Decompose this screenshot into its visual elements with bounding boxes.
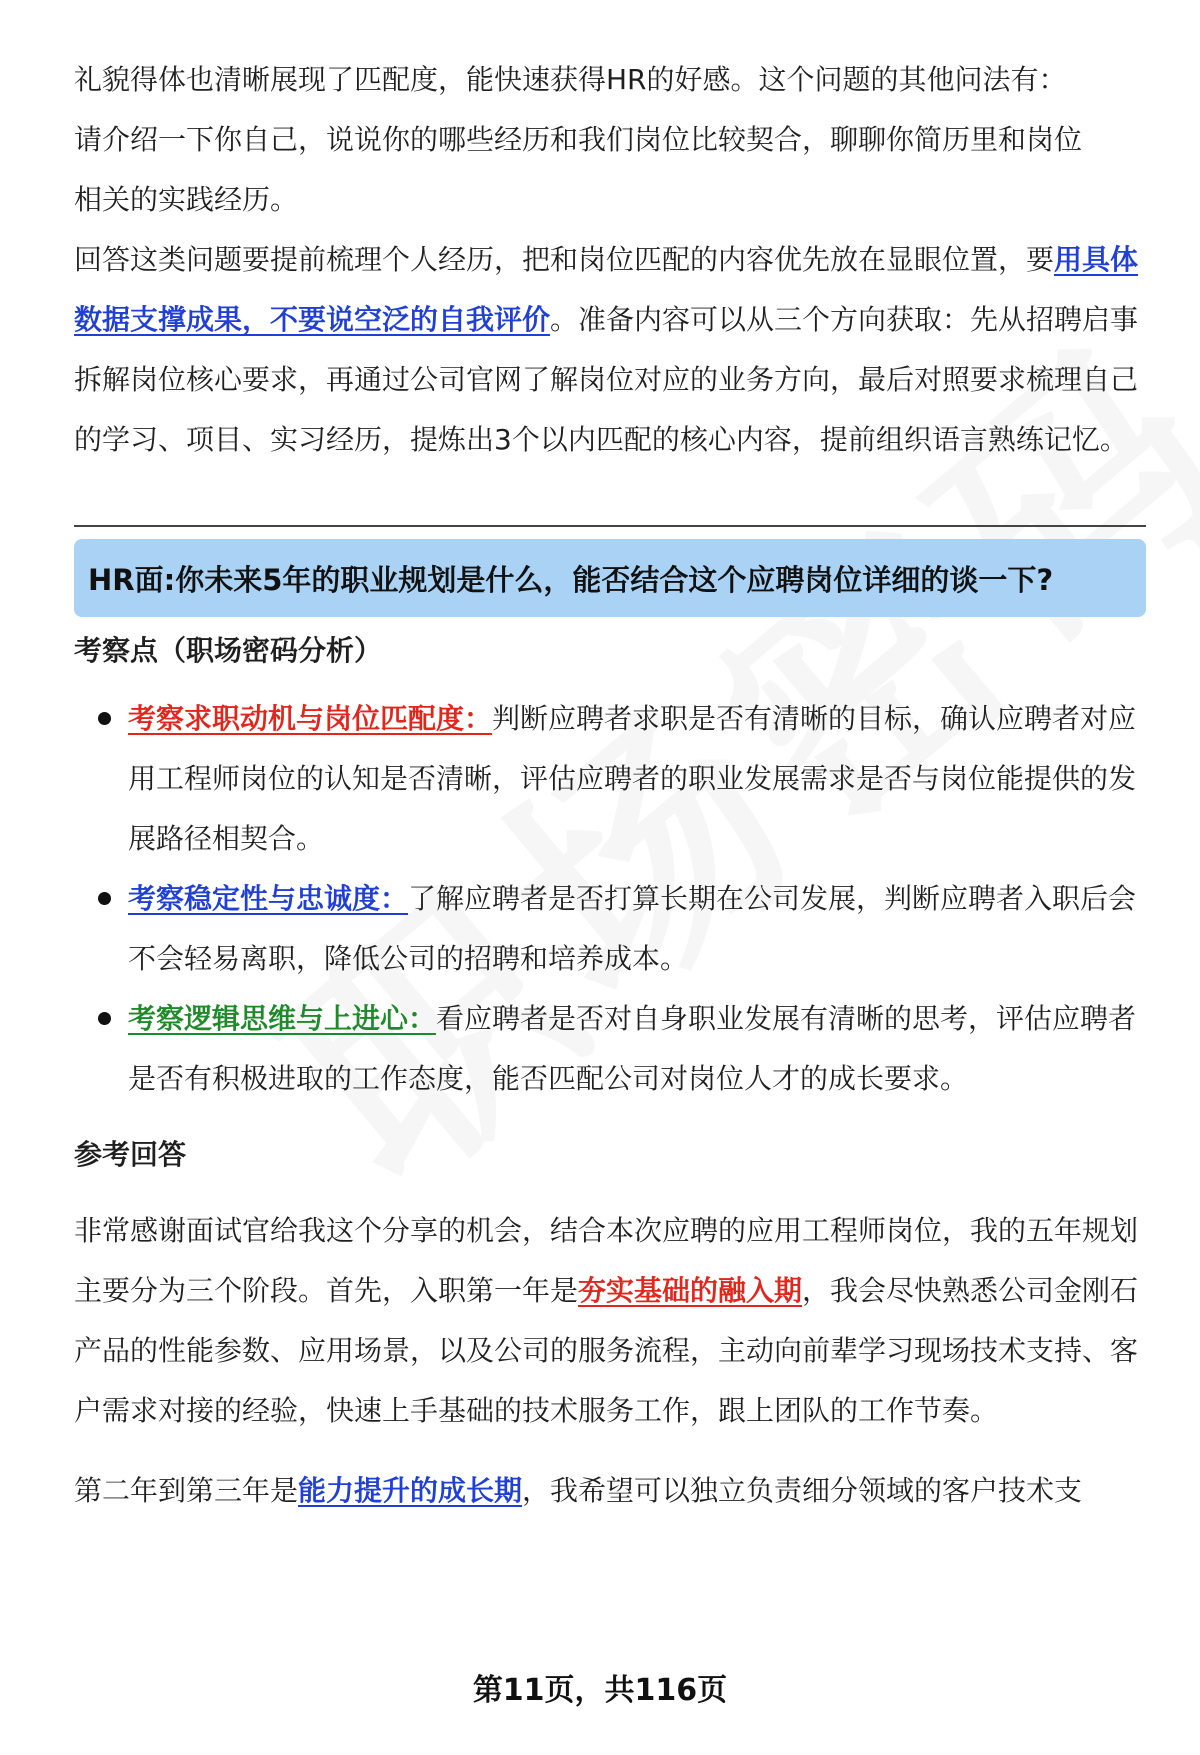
point-text: 了解应聘者是否打算长期在公司发展，判断应聘者入职后会不会轻易离职，降低公司的招聘和培养成本。 xyxy=(128,882,1137,975)
point-text: 判断应聘者求职是否有清晰的目标，确认应聘者对应用工程师岗位的认知是否清晰，评估应聘者的职业发展需求是否与岗位能提供的发展路径相契合。 xyxy=(128,702,1137,855)
intro-line-3: 相关的实践经历。 xyxy=(74,183,299,216)
point-text: 看应聘者是否对自身职业发展有清晰的思考，评估应聘者是否有积极进取的工作态度，能否匹配公司对岗位人才的成长要求。 xyxy=(128,1002,1137,1095)
analysis-point-3 xyxy=(74,989,1146,1109)
point-label: 考察稳定性与忠诚度： xyxy=(128,882,409,915)
reference-text-pre: 第二年到第三年是 xyxy=(74,1474,299,1507)
page-content xyxy=(74,50,1146,1521)
bullet-icon xyxy=(98,892,111,905)
analysis-point-2 xyxy=(74,869,1146,989)
reference-heading: 参考回答 xyxy=(74,1138,187,1171)
point-label: 考察逻辑思维与上进心： xyxy=(128,1002,437,1035)
bullet-icon xyxy=(98,1012,111,1025)
reference-text-pre: 非常感谢面试官给我这个分享的机会，结合本次应聘的应用工程师岗位，我的五年规划主要分为三个阶段。首先，入职第一年是 xyxy=(74,1214,1139,1307)
reference-text-post: ，我希望可以独立负责细分领域的客户技术支 xyxy=(522,1474,1083,1507)
analysis-heading: 考察点（职场密码分析） xyxy=(74,634,383,667)
answer-text-post: 。准备内容可以从三个方向获取：先从招聘启事拆解岗位核心要求，再通过公司官网了解岗位对应的业务方向，最后对照要求梳理自己的学习、项目、实习经历，提炼出3个以内匹配的核心内容，提前组织语言熟练记忆。 xyxy=(74,303,1139,456)
point-label: 考察求职动机与岗位匹配度： xyxy=(128,702,493,735)
reference-paragraph-1 xyxy=(74,1201,1146,1441)
reference-highlight-2: 能力提升的成长期 xyxy=(298,1474,523,1507)
answer-text-pre: 回答这类问题要提前梳理个人经历，把和岗位匹配的内容优先放在显眼位置，要 xyxy=(74,243,1055,276)
reference-paragraph-2 xyxy=(74,1461,1146,1521)
page-number: 第11页，共116页 xyxy=(472,1673,728,1708)
intro-line-1: 礼貌得体也清晰展现了匹配度，能快速获得HR的好感。这个问题的其他问法有： xyxy=(74,63,1067,96)
intro-line-2: 请介绍一下你自己，说说你的哪些经历和我们岗位比较契合，聊聊你简历里和岗位 xyxy=(74,123,1083,156)
reference-highlight-1: 夯实基础的融入期 xyxy=(578,1274,803,1307)
analysis-points xyxy=(74,689,1146,1109)
answer-highlight: 用具体数据支撑成果，不要说空泛的自我评价 xyxy=(74,243,1139,336)
intro-answer-paragraph xyxy=(74,230,1146,470)
question-banner: HR面:你未来5年的职业规划是什么，能否结合这个应聘岗位详细的谈一下? xyxy=(74,539,1146,617)
bullet-icon xyxy=(98,712,111,725)
section-divider xyxy=(74,525,1146,527)
reference-text-post: ，我会尽快熟悉公司金刚石产品的性能参数、应用场景，以及公司的服务流程，主动向前辈学习现场技术支持、客户需求对接的经验，快速上手基础的技术服务工作，跟上团队的工作节奏。 xyxy=(74,1274,1139,1427)
analysis-point-1 xyxy=(74,689,1146,869)
